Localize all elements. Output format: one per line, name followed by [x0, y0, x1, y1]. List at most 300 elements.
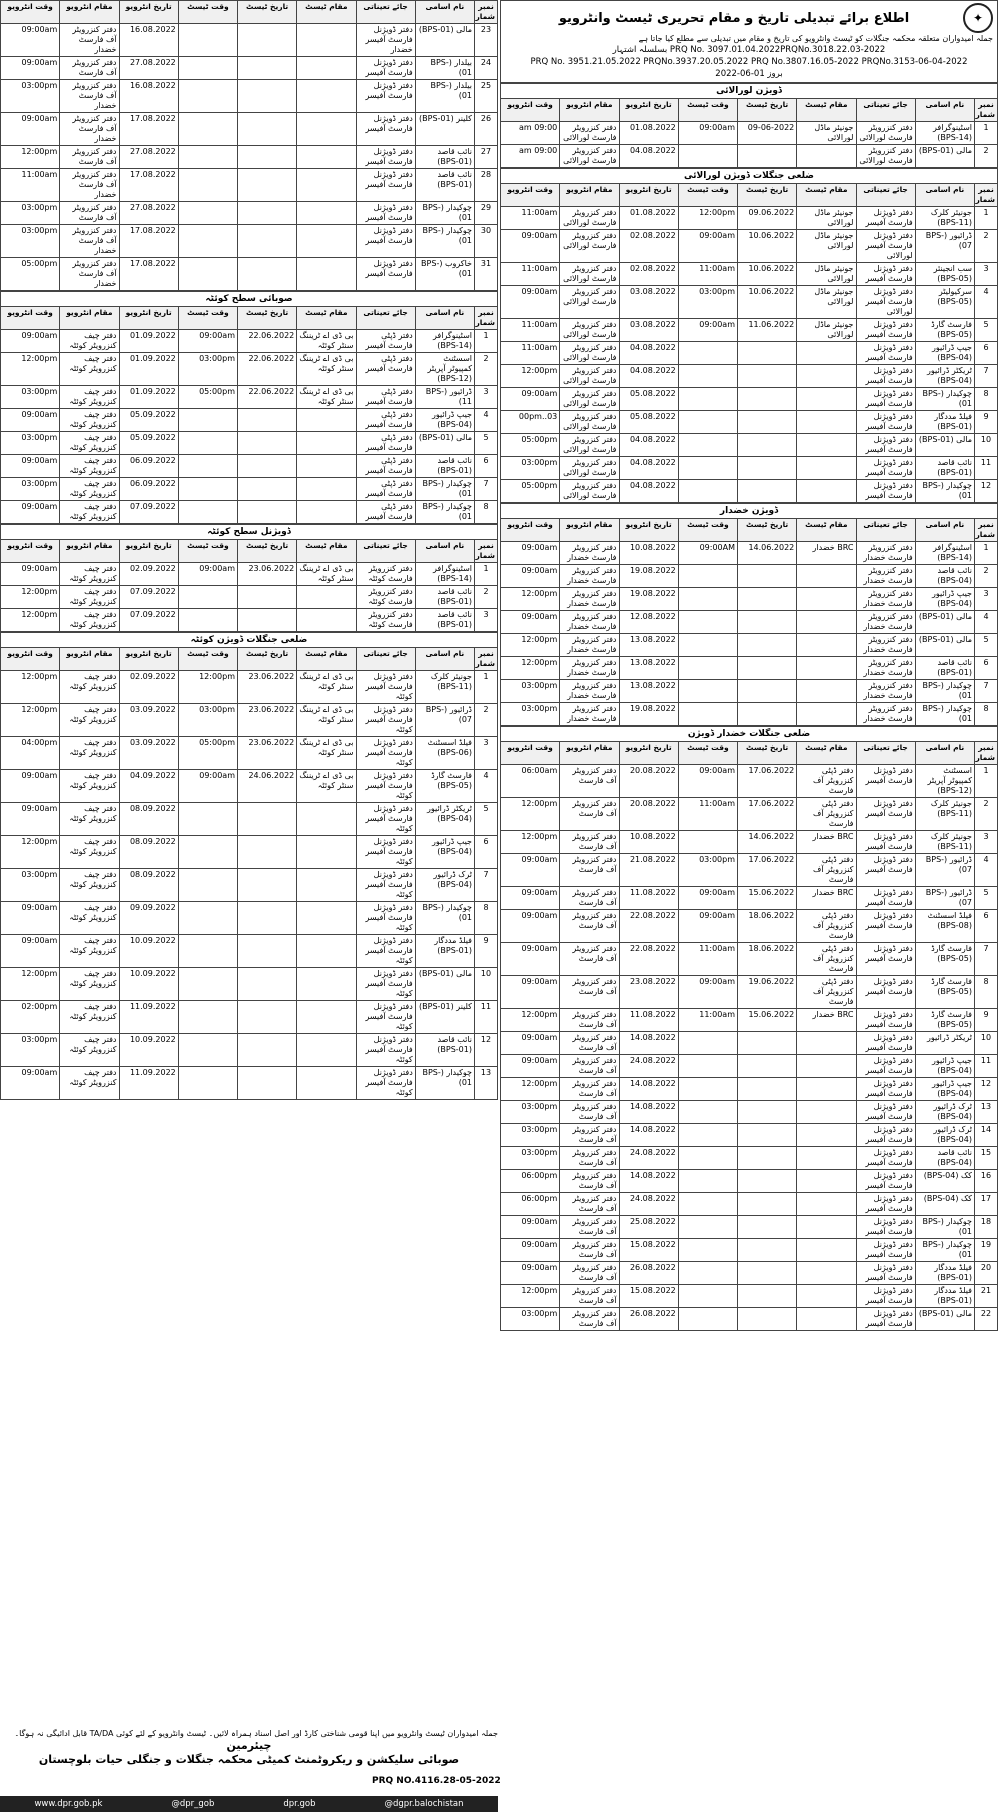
table-cell	[678, 611, 737, 634]
table-cell	[178, 455, 237, 478]
table-cell: 09:00am	[501, 1239, 560, 1262]
table-cell	[297, 803, 356, 836]
table-cell: 11:00am	[501, 319, 560, 342]
column-header: وقت ٹیسٹ	[678, 519, 737, 542]
table-cell: دفتر ڈویژنل فارسٹ آفیسر	[856, 910, 915, 943]
table-cell: کلینر (BPS-01)	[415, 1001, 474, 1034]
table-cell	[238, 169, 297, 202]
table-cell	[178, 24, 237, 57]
table-cell: 09:00am	[501, 1262, 560, 1285]
table-cell	[678, 703, 737, 726]
table-cell: 03..00pm	[501, 411, 560, 434]
table-cell	[678, 342, 737, 365]
table-cell: 03:00pm	[1, 1034, 60, 1067]
section-title: ضلعی جنگلات ڈویژن کوئٹہ	[0, 632, 498, 647]
table-cell	[738, 1193, 797, 1216]
table-cell: دفتر ڈویژنل فارسٹ آفیسر	[356, 113, 415, 146]
table-cell: 08.09.2022	[119, 869, 178, 902]
table-cell: دفتر چیف کنزرویٹر کوئٹہ	[60, 563, 119, 586]
table-cell	[738, 1170, 797, 1193]
table-row	[1, 836, 498, 869]
table-cell	[738, 1078, 797, 1101]
table-cell: فیلڈ مددگار (BPS-01)	[915, 1285, 974, 1308]
table-cell: 05:00pm	[501, 480, 560, 503]
table-cell: 15	[975, 1147, 998, 1170]
table-cell: 09:00am	[678, 765, 737, 798]
table-cell: دفتر ڈپٹی کنزرویٹر آف فارسٹ	[797, 943, 856, 976]
table-cell: فیلڈ مددگار (BPS-01)	[915, 411, 974, 434]
table-cell: ڈرائیور (BPS-07)	[915, 230, 974, 263]
column-header: وقت ٹیسٹ	[678, 184, 737, 207]
social-bar	[0, 1796, 498, 1812]
table-cell	[738, 565, 797, 588]
table-row	[1, 57, 498, 80]
table-row	[501, 230, 998, 263]
table-row	[501, 1032, 998, 1055]
section-title: ڈویژن خضدار	[500, 503, 998, 518]
table-cell	[797, 411, 856, 434]
table-cell: دفتر کنزرویٹر فارسٹ لورالائی	[560, 319, 619, 342]
table-cell	[238, 1001, 297, 1034]
table-cell: دفتر کنزرویٹر آف فارسٹ	[560, 1078, 619, 1101]
table-cell: 09:00am	[678, 976, 737, 1009]
column-header: تاریخ ٹیسٹ	[238, 1, 297, 24]
table-cell: 01.09.2022	[119, 386, 178, 409]
table-cell: مالی (BPS-01)	[915, 1308, 974, 1331]
table-cell	[678, 1262, 737, 1285]
table-cell: 03:00pm	[1, 869, 60, 902]
table-cell	[178, 501, 237, 524]
column-header: مقام انٹرویو	[60, 307, 119, 330]
table-cell: 06.09.2022	[119, 455, 178, 478]
section-title: ڈویژن لورالائی	[500, 83, 998, 98]
table-cell	[178, 409, 237, 432]
table-cell	[178, 258, 237, 291]
table-cell: 05:00pm	[1, 258, 60, 291]
table-cell: دفتر ڈویژنل فارسٹ آفیسر کوئٹہ	[356, 902, 415, 935]
table-cell	[797, 680, 856, 703]
table-cell: 03:00pm	[501, 703, 560, 726]
table-cell: 09:00am	[501, 976, 560, 1009]
table-cell: 05.08.2022	[619, 411, 678, 434]
table-cell: 6	[975, 342, 998, 365]
column-header: جائے تعیناتی	[856, 519, 915, 542]
table-cell: 12:00pm	[501, 1009, 560, 1032]
table-cell	[297, 968, 356, 1001]
table-cell: 27.08.2022	[119, 57, 178, 80]
schedule-table	[500, 183, 998, 503]
table-cell: نائب قاصد (BPS-01)	[415, 609, 474, 632]
table-cell	[797, 145, 856, 168]
column-header: جائے تعیناتی	[356, 648, 415, 671]
table-row	[501, 910, 998, 943]
table-cell	[797, 342, 856, 365]
table-cell	[797, 1147, 856, 1170]
table-cell: 12:00pm	[501, 634, 560, 657]
table-row	[501, 657, 998, 680]
table-cell: 26.08.2022	[619, 1308, 678, 1331]
table-row	[501, 1308, 998, 1331]
table-cell: 23.06.2022	[238, 671, 297, 704]
table-cell	[178, 803, 237, 836]
table-cell: 27	[475, 146, 498, 169]
table-cell: دفتر کنزرویٹر فارسٹ خضدار	[560, 634, 619, 657]
table-row	[1, 1034, 498, 1067]
table-cell: 01.09.2022	[119, 353, 178, 386]
table-cell: 1	[975, 207, 998, 230]
table-cell: 24	[475, 57, 498, 80]
table-cell: دفتر کنزرویٹر آف فارسٹ	[560, 831, 619, 854]
column-header: نمبر شمار	[475, 648, 498, 671]
table-cell	[678, 1124, 737, 1147]
table-row	[501, 263, 998, 286]
table-cell	[238, 1067, 297, 1100]
table-cell: 20.08.2022	[619, 798, 678, 831]
table-cell: دفتر ڈپٹی فارسٹ آفیسر	[356, 501, 415, 524]
table-cell: 12	[975, 1078, 998, 1101]
table-cell	[238, 501, 297, 524]
table-cell: 03.08.2022	[619, 319, 678, 342]
table-cell: فیلڈ مددگار (BPS-01)	[415, 935, 474, 968]
table-cell: دفتر کنزرویٹر فارسٹ خضدار	[856, 634, 915, 657]
table-cell: 22.06.2022	[238, 353, 297, 386]
column-header: وقت انٹرویو	[501, 99, 560, 122]
table-cell: جیپ ڈرائیور (BPS-04)	[915, 1055, 974, 1078]
table-cell: ٹریکٹر ڈرائیور	[915, 1032, 974, 1055]
table-cell	[738, 145, 797, 168]
table-cell: 09:00am	[678, 230, 737, 263]
table-cell	[178, 113, 237, 146]
table-cell: دفتر چیف کنزرویٹر کوئٹہ	[60, 1034, 119, 1067]
table-row	[501, 542, 998, 565]
table-cell: بیلدار (BPS-01)	[415, 80, 474, 113]
table-cell: دفتر ڈویژنل فارسٹ آفیسر	[856, 480, 915, 503]
table-cell: 12:00pm	[678, 207, 737, 230]
table-cell: 19.08.2022	[619, 703, 678, 726]
table-cell: دفتر کنزرویٹر آف فارسٹ	[560, 910, 619, 943]
table-cell: چوکیدار (BPS-01)	[415, 478, 474, 501]
table-cell: 4	[475, 770, 498, 803]
table-cell: 11:00am	[678, 943, 737, 976]
table-cell: 10.06.2022	[738, 263, 797, 286]
table-cell: مالی (BPS-01)	[915, 145, 974, 168]
table-cell: 12:00pm	[501, 1285, 560, 1308]
table-cell: 9	[975, 411, 998, 434]
table-cell: دفتر ڈویژنل فارسٹ آفیسر کوئٹہ	[356, 968, 415, 1001]
table-cell: 11:00am	[678, 263, 737, 286]
table-cell: دفتر ڈپٹی کنزرویٹر آف فارسٹ	[797, 976, 856, 1009]
column-header: جائے تعیناتی	[856, 184, 915, 207]
table-row	[501, 1193, 998, 1216]
table-cell: چوکیدار (BPS-01)	[415, 202, 474, 225]
table-cell: 09:00am	[1, 24, 60, 57]
table-cell: دفتر ڈویژنل فارسٹ آفیسر	[856, 342, 915, 365]
table-cell: 22.06.2022	[238, 386, 297, 409]
table-cell	[738, 1216, 797, 1239]
table-cell	[738, 1262, 797, 1285]
table-cell: 05:00pm	[178, 737, 237, 770]
table-cell: 11:00am	[501, 207, 560, 230]
table-row	[1, 386, 498, 409]
table-cell: دفتر ڈپٹی فارسٹ آفیسر	[356, 455, 415, 478]
table-cell: 18.06.2022	[738, 943, 797, 976]
table-cell: دفتر کنزرویٹر آف فارسٹ	[560, 1193, 619, 1216]
table-cell: دفتر ڈویژنل فارسٹ آفیسر	[356, 225, 415, 258]
table-cell: دفتر چیف کنزرویٹر کوئٹہ	[60, 432, 119, 455]
table-row	[501, 588, 998, 611]
table-cell: مالی (BPS-01)	[415, 432, 474, 455]
table-cell: 11:00am	[1, 169, 60, 202]
table-row	[501, 434, 998, 457]
table-cell	[297, 836, 356, 869]
table-cell: نائب قاصد (BPS-04)	[915, 1147, 974, 1170]
table-cell: 7	[975, 680, 998, 703]
table-cell	[297, 609, 356, 632]
table-cell: 4	[475, 409, 498, 432]
table-cell: دفتر کنزرویٹر آف فارسٹ خضدار	[60, 169, 119, 202]
table-cell: چوکیدار (BPS-01)	[415, 902, 474, 935]
table-cell	[738, 342, 797, 365]
table-cell	[678, 1078, 737, 1101]
column-header: تاریخ انٹرویو	[119, 648, 178, 671]
table-cell: دفتر ڈویژنل فارسٹ آفیسر	[856, 207, 915, 230]
table-cell	[238, 836, 297, 869]
table-cell	[178, 432, 237, 455]
column-header: تاریخ ٹیسٹ	[738, 742, 797, 765]
table-row	[1, 113, 498, 146]
table-cell: دفتر کنزرویٹر آف فارسٹ خضدار	[60, 113, 119, 146]
table-cell: 8	[975, 388, 998, 411]
table-cell: 1	[975, 542, 998, 565]
table-cell: 7	[975, 365, 998, 388]
table-row	[1, 24, 498, 57]
table-cell: چوکیدار (BPS-01)	[915, 480, 974, 503]
table-cell	[178, 869, 237, 902]
table-cell	[678, 1239, 737, 1262]
table-row	[1, 146, 498, 169]
table-cell: دفتر کنزرویٹر فارسٹ لورالائی	[560, 263, 619, 286]
table-cell: جونیئر کلرک (BPS-11)	[415, 671, 474, 704]
table-cell	[297, 80, 356, 113]
table-cell: دفتر ڈویژنل فارسٹ آفیسر	[856, 976, 915, 1009]
table-cell: 09:00am	[501, 230, 560, 263]
table-cell: 19.08.2022	[619, 588, 678, 611]
table-cell: دفتر کنزرویٹر آف فارسٹ خضدار	[60, 80, 119, 113]
table-cell: 11.09.2022	[119, 1067, 178, 1100]
table-cell: دفتر ڈویژنل فارسٹ آفیسر کوئٹہ	[356, 737, 415, 770]
table-cell: 31	[475, 258, 498, 291]
table-cell: 14.06.2022	[738, 831, 797, 854]
table-cell: دفتر ڈویژنل فارسٹ آفیسر	[856, 1308, 915, 1331]
table-cell	[678, 365, 737, 388]
schedule-table	[0, 0, 498, 291]
table-cell: دفتر ڈویژنل فارسٹ آفیسر	[856, 1170, 915, 1193]
table-cell	[297, 432, 356, 455]
table-cell: 12:00pm	[1, 586, 60, 609]
table-cell: 12:00pm	[1, 671, 60, 704]
table-cell: 11.06.2022	[738, 319, 797, 342]
table-cell: دفتر کنزرویٹر فارسٹ خضدار	[560, 703, 619, 726]
table-cell: 06:00pm	[501, 1193, 560, 1216]
table-cell: دفتر کنزرویٹر فارسٹ لورالائی	[856, 145, 915, 168]
table-cell: جونیئر ماڈل لورالائی	[797, 319, 856, 342]
table-cell: 18.06.2022	[738, 910, 797, 943]
column-header: مقام انٹرویو	[60, 540, 119, 563]
table-cell: مالی (BPS-01)	[415, 24, 474, 57]
table-cell: 07.09.2022	[119, 609, 178, 632]
table-cell: دفتر کنزرویٹر آف فارسٹ	[560, 1262, 619, 1285]
table-row	[501, 680, 998, 703]
table-cell: 22.08.2022	[619, 943, 678, 976]
table-row	[1, 803, 498, 836]
table-cell: دفتر کنزرویٹر فارسٹ خضدار	[856, 611, 915, 634]
table-cell: دفتر کنزرویٹر فارسٹ کوئٹہ	[356, 563, 415, 586]
table-cell: 09:00am	[501, 1055, 560, 1078]
table-cell	[238, 80, 297, 113]
table-cell: 10.09.2022	[119, 968, 178, 1001]
table-row	[501, 122, 998, 145]
table-cell: جونیئر ماڈل لورالائی	[797, 230, 856, 263]
table-cell: نائب قاصد (BPS-01)	[415, 146, 474, 169]
facebook-handle[interactable]: @dgpr.balochistan	[384, 1799, 464, 1809]
table-cell: 04.09.2022	[119, 770, 178, 803]
table-cell: 17	[975, 1193, 998, 1216]
table-cell	[738, 1055, 797, 1078]
table-cell	[738, 1285, 797, 1308]
table-cell: بی ڈی اے ٹریننگ سنٹر کوئٹہ	[297, 563, 356, 586]
table-cell: 08.09.2022	[119, 803, 178, 836]
table-cell: دفتر ڈویژنل فارسٹ آفیسر	[356, 258, 415, 291]
table-cell: دفتر کنزرویٹر فارسٹ خضدار	[856, 657, 915, 680]
table-cell	[178, 935, 237, 968]
table-cell: دفتر کنزرویٹر فارسٹ خضدار	[856, 588, 915, 611]
table-cell: 09:00am	[1, 803, 60, 836]
table-cell: دفتر کنزرویٹر آف فارسٹ	[560, 1308, 619, 1331]
instagram-handle[interactable]: dpr.gob	[283, 1799, 316, 1809]
table-cell	[797, 611, 856, 634]
table-cell: ٹرک ڈرائیور (BPS-04)	[415, 869, 474, 902]
table-cell	[797, 588, 856, 611]
table-cell: دفتر ڈویژنل فارسٹ آفیسر کوئٹہ	[356, 803, 415, 836]
table-cell: دفتر کنزرویٹر آف فارسٹ	[560, 1170, 619, 1193]
column-header: تاریخ ٹیسٹ	[238, 648, 297, 671]
table-cell	[678, 388, 737, 411]
table-cell: دفتر کنزرویٹر فارسٹ خضدار	[560, 588, 619, 611]
table-cell: 13.08.2022	[619, 657, 678, 680]
table-cell	[238, 455, 297, 478]
table-cell	[297, 113, 356, 146]
table-cell	[738, 411, 797, 434]
column-header: مقام انٹرویو	[560, 184, 619, 207]
table-cell: بی ڈی اے ٹریننگ سنٹر کوئٹہ	[297, 330, 356, 353]
table-cell	[797, 1285, 856, 1308]
table-cell: 03:00pm	[1, 386, 60, 409]
table-cell: 24.08.2022	[619, 1055, 678, 1078]
table-cell: 9	[975, 1009, 998, 1032]
table-cell: دفتر کنزرویٹر آف فارسٹ	[560, 1216, 619, 1239]
table-cell: 09:00am	[678, 887, 737, 910]
right-column	[500, 0, 998, 1331]
table-cell	[738, 657, 797, 680]
column-header: جائے تعیناتی	[356, 540, 415, 563]
table-cell: 09:00am	[1, 57, 60, 80]
table-cell: 02.09.2022	[119, 563, 178, 586]
table-cell: دفتر ڈپٹی فارسٹ آفیسر	[356, 353, 415, 386]
table-row	[501, 207, 998, 230]
table-cell: دفتر ڈپٹی فارسٹ آفیسر	[356, 330, 415, 353]
table-cell	[678, 434, 737, 457]
table-cell: دفتر کنزرویٹر آف فارسٹ	[560, 765, 619, 798]
table-cell: 24.08.2022	[619, 1147, 678, 1170]
prq-line-2: PRQ No. 3951.21.05.2022 PRQNo.3937.20.05.2022 PRQ No.3807.16.05-2022 PRQNo.3153-06-04-2022	[530, 57, 968, 67]
table-cell: 13.08.2022	[619, 680, 678, 703]
table-row	[1, 202, 498, 225]
table-cell: دفتر ڈویژنل فارسٹ آفیسر	[856, 263, 915, 286]
table-cell	[297, 169, 356, 202]
website-link[interactable]: www.dpr.gob.pk	[34, 1799, 103, 1809]
table-cell	[678, 145, 737, 168]
table-cell	[738, 480, 797, 503]
table-cell	[738, 388, 797, 411]
table-cell: 07.09.2022	[119, 586, 178, 609]
table-cell: 12.08.2022	[619, 611, 678, 634]
table-cell: دفتر ڈپٹی کنزرویٹر آف فارسٹ	[797, 910, 856, 943]
table-cell: 12	[975, 480, 998, 503]
table-cell: دفتر کنزرویٹر آف فارسٹ	[560, 1009, 619, 1032]
column-header: نام اسامی	[915, 742, 974, 765]
left-column	[0, 0, 498, 1100]
column-header: مقام انٹرویو	[560, 519, 619, 542]
table-row	[1, 330, 498, 353]
table-cell: 09:00am	[501, 1216, 560, 1239]
table-cell: فارسٹ گارڈ (BPS-05)	[915, 976, 974, 1009]
table-row	[1, 671, 498, 704]
table-cell: 8	[975, 703, 998, 726]
table-row	[501, 1101, 998, 1124]
table-cell: 13.08.2022	[619, 634, 678, 657]
table-cell: دفتر ڈویژنل فارسٹ آفیسر کوئٹہ	[356, 704, 415, 737]
column-header: نمبر شمار	[975, 184, 998, 207]
table-cell: ڈرائیور (BPS-07)	[915, 854, 974, 887]
table-cell: 2	[975, 565, 998, 588]
table-cell: 09:00am	[678, 122, 737, 145]
table-cell	[178, 1001, 237, 1034]
chairman-label: چیئرمین	[226, 1739, 272, 1752]
table-cell	[238, 113, 297, 146]
table-row	[1, 80, 498, 113]
section-title: ڈویژنل سطح کوئٹہ	[0, 524, 498, 539]
table-cell: دفتر ڈویژنل فارسٹ آفیسر کوئٹہ	[356, 1034, 415, 1067]
table-row	[501, 831, 998, 854]
table-cell: 10	[475, 968, 498, 1001]
table-cell: 21.08.2022	[619, 854, 678, 887]
column-header: مقام انٹرویو	[60, 1, 119, 24]
table-cell: 17.06.2022	[738, 854, 797, 887]
column-header: نام اسامی	[415, 307, 474, 330]
table-cell	[678, 1032, 737, 1055]
twitter-handle[interactable]: @dpr_gob	[171, 1799, 215, 1809]
table-cell: نائب قاصد (BPS-01)	[415, 1034, 474, 1067]
table-cell	[238, 225, 297, 258]
table-cell: 05.08.2022	[619, 388, 678, 411]
table-cell: 02.09.2022	[119, 671, 178, 704]
table-cell: دفتر کنزرویٹر فارسٹ کوئٹہ	[356, 609, 415, 632]
table-cell	[297, 586, 356, 609]
table-cell: 09:00am	[1, 409, 60, 432]
table-cell: دفتر کنزرویٹر فارسٹ خضدار	[560, 657, 619, 680]
table-cell: 10.08.2022	[619, 831, 678, 854]
table-cell: 3	[475, 737, 498, 770]
